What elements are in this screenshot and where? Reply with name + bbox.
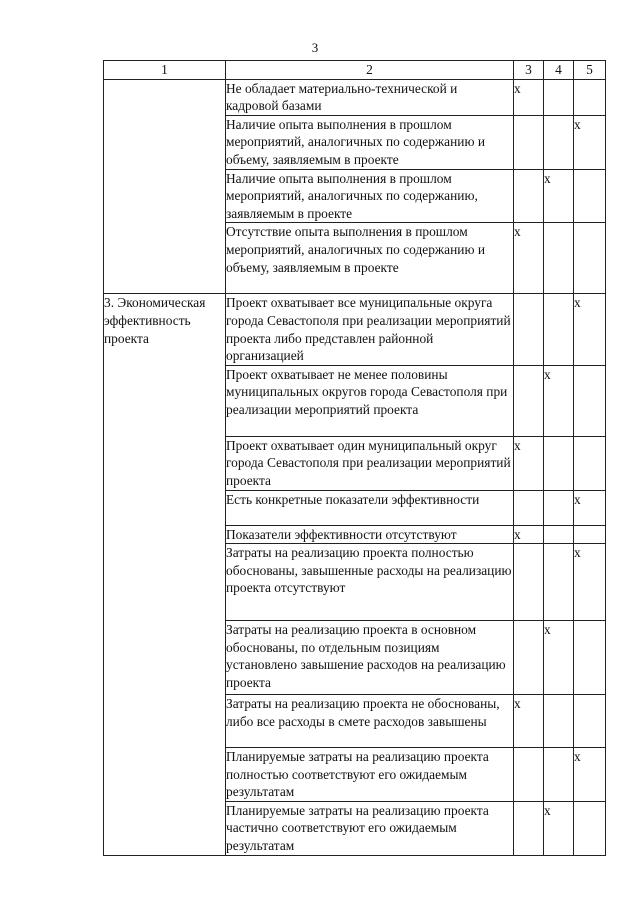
- score-mark-3: х: [514, 223, 544, 294]
- score-mark-3: [514, 801, 544, 855]
- score-mark-4: [544, 436, 574, 490]
- table-row: [104, 294, 606, 365]
- score-mark-4: х: [544, 801, 574, 855]
- score-mark-3: х: [514, 695, 544, 748]
- table-row: [104, 79, 606, 115]
- score-mark-5: х: [574, 544, 606, 621]
- evaluation-criteria-table: [103, 60, 606, 856]
- criterion-description: Есть конкретные показатели эффективности: [226, 490, 514, 525]
- score-mark-5: [574, 169, 606, 223]
- criterion-cell: 3. Экономическая эффективность проекта: [104, 294, 226, 855]
- header-row: [104, 61, 606, 80]
- criterion-description: Затраты на реализацию проекта полностью обоснованы, завышенные расходы на реализацию проекта отсутствуют: [226, 544, 514, 621]
- score-mark-4: [544, 525, 574, 544]
- score-mark-5: х: [574, 748, 606, 802]
- score-mark-5: [574, 79, 606, 115]
- score-mark-4: [544, 748, 574, 802]
- score-mark-3: [514, 115, 544, 169]
- score-mark-3: х: [514, 436, 544, 490]
- score-mark-4: [544, 79, 574, 115]
- score-mark-3: [514, 621, 544, 695]
- column-header-5: 5: [574, 61, 606, 80]
- score-mark-5: [574, 223, 606, 294]
- column-header-4: 4: [544, 61, 574, 80]
- score-mark-5: [574, 525, 606, 544]
- score-mark-3: [514, 169, 544, 223]
- score-mark-5: х: [574, 115, 606, 169]
- column-header-3: 3: [514, 61, 544, 80]
- criterion-description: Проект охватывает не менее половины муниципальных округов города Севастополя при реализации мероприятий проекта: [226, 365, 514, 436]
- score-mark-4: х: [544, 621, 574, 695]
- criterion-description: Показатели эффективности отсутствуют: [226, 525, 514, 544]
- score-mark-3: [514, 544, 544, 621]
- score-mark-5: х: [574, 490, 606, 525]
- score-mark-5: [574, 695, 606, 748]
- score-mark-4: х: [544, 365, 574, 436]
- score-mark-4: [544, 223, 574, 294]
- score-mark-3: [514, 490, 544, 525]
- score-mark-4: [544, 544, 574, 621]
- criterion-description: Наличие опыта выполнения в прошлом мероприятий, аналогичных по содержанию и объему, заявляемым в проекте: [226, 115, 514, 169]
- score-mark-4: [544, 294, 574, 365]
- score-mark-5: [574, 365, 606, 436]
- score-mark-3: [514, 748, 544, 802]
- score-mark-5: [574, 621, 606, 695]
- page-number: 3: [311, 40, 319, 55]
- score-mark-3: [514, 294, 544, 365]
- score-mark-4: [544, 695, 574, 748]
- column-header-1: 1: [104, 61, 226, 80]
- criterion-description: Затраты на реализацию проекта в основном обоснованы, по отдельным позициям установлено завышение расходов на реализацию проекта: [226, 621, 514, 695]
- criterion-cell: [104, 79, 226, 294]
- criterion-description: Не обладает материально-технической и кадровой базами: [226, 79, 514, 115]
- score-mark-4: [544, 115, 574, 169]
- score-mark-5: х: [574, 294, 606, 365]
- column-header-2: 2: [226, 61, 514, 80]
- criterion-description: Затраты на реализацию проекта не обоснованы, либо все расходы в смете расходов завышены: [226, 695, 514, 748]
- criterion-description: Планируемые затраты на реализацию проекта полностью соответствуют его ожидаемым результатам: [226, 748, 514, 802]
- criterion-description: Планируемые затраты на реализацию проекта частично соответствуют его ожидаемым результатам: [226, 801, 514, 855]
- criterion-description: Проект охватывает все муниципальные округа города Севастополя при реализации мероприятий проекта либо представлен районной организацией: [226, 294, 514, 365]
- criterion-description: Отсутствие опыта выполнения в прошлом мероприятий, аналогичных по содержанию и объему, заявляемым в проекте: [226, 223, 514, 294]
- criterion-description: Наличие опыта выполнения в прошлом мероприятий, аналогичных по содержанию, заявляемым в проекте: [226, 169, 514, 223]
- score-mark-4: [544, 490, 574, 525]
- score-mark-3: х: [514, 79, 544, 115]
- score-mark-5: [574, 436, 606, 490]
- criterion-description: Проект охватывает один муниципальный округ города Севастополя при реализации мероприятий проекта: [226, 436, 514, 490]
- score-mark-5: [574, 801, 606, 855]
- score-mark-3: х: [514, 525, 544, 544]
- score-mark-4: х: [544, 169, 574, 223]
- score-mark-3: [514, 365, 544, 436]
